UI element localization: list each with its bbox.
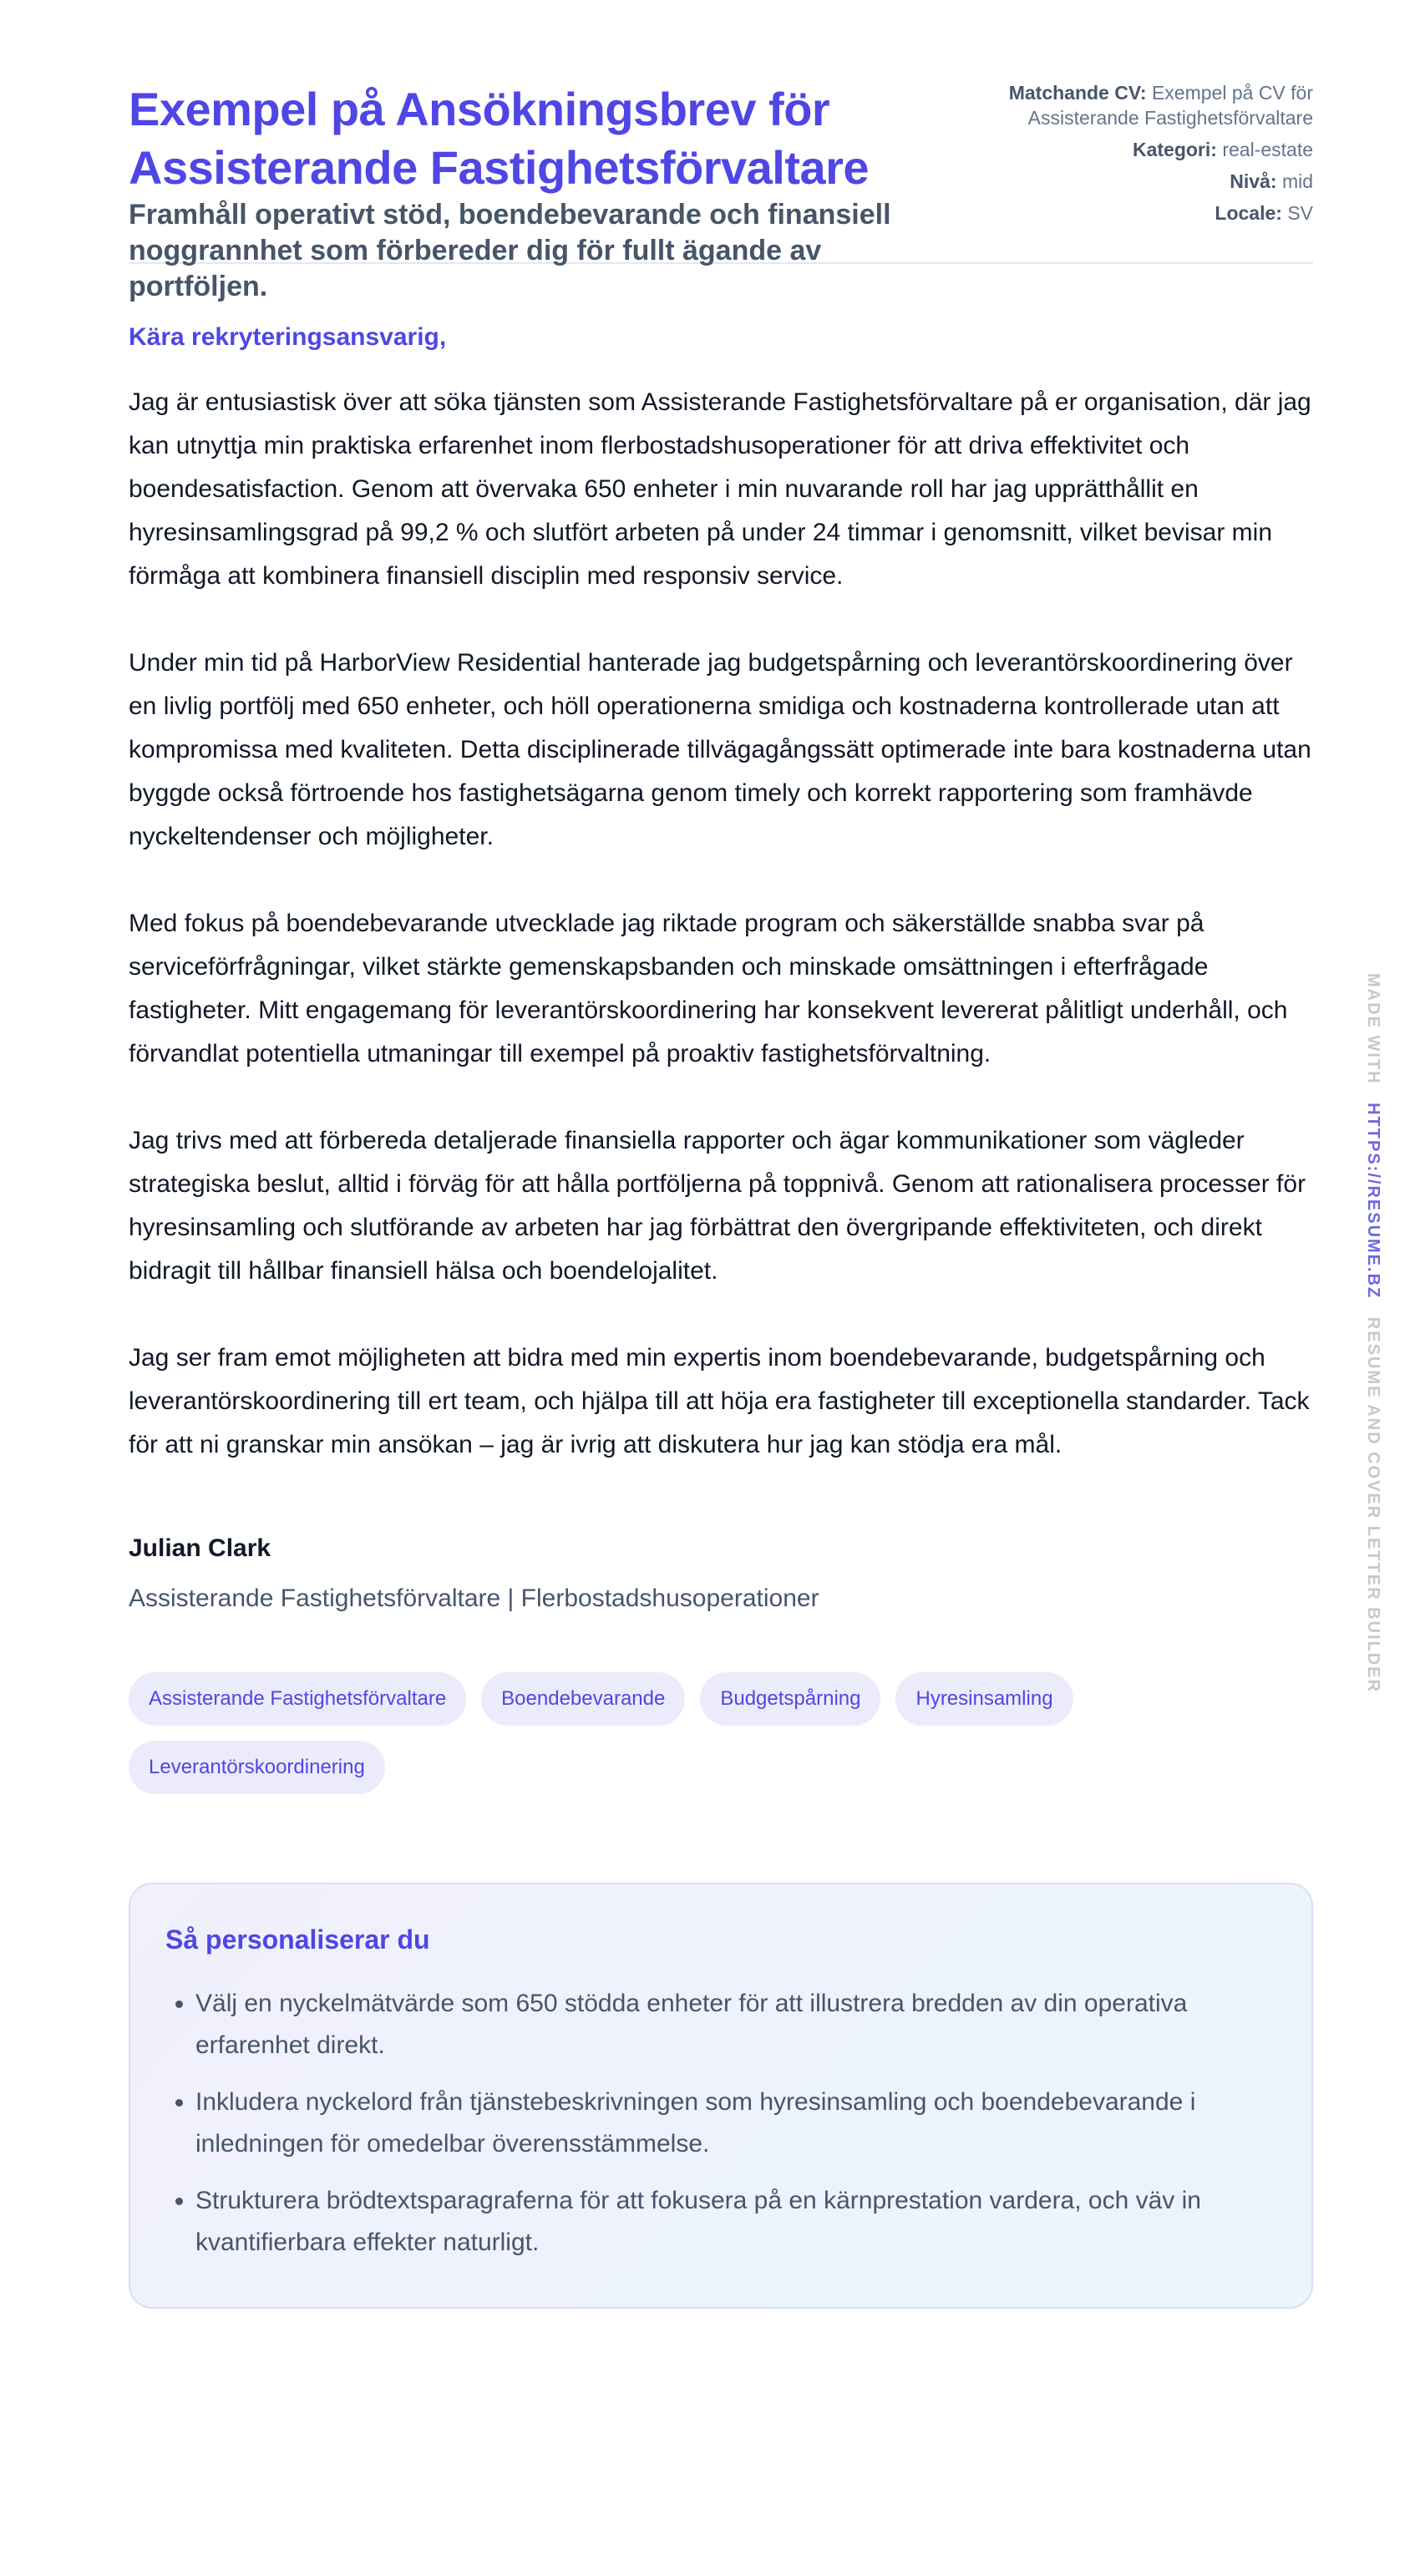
tip-item: • Välj en nyckelmätvärde som 650 stödda enheter för att illustrera bredden av din operativa erfarenhet direkt. [195,1983,1276,2066]
letter-body [129,381,1313,1467]
cover-letter-page [129,0,1313,2309]
watermark-suffix: RESUME AND COVER LETTER BUILDER [1364,1316,1382,1693]
meta-category-label: Kategori: [1132,139,1217,160]
letter-paragraph: Under min tid på HarborView Residential hanterade jag budgetspårning och leverantörskoordinering över en livlig portfölj med 650 enheter, och höll operationerna smidiga och kostnaderna kontrollerade utan att kompromissa med kvaliteten. Detta disciplinerade tillvägagångssätt optimerade inte bara kostnaderna utan byggde också förtroende hos fastighetsägarna genom timely och korrekt rapportering som framhävde nyckeltendenser och möjligheter. [129,649,1311,850]
letter-greeting: Kära rekryteringsansvarig, [129,323,447,351]
letter-paragraph: Med fokus på boendebevarande utvecklade jag riktade program och säkerställde snabba svar på serviceförfrågningar, vilket stärkte gemenskapsbanden och minskade omsättningen i efterfrågade fastigheter. Mitt engagemang för leverantörskoordinering har konsekvent levererat pålitligt underhåll, och förvandlat potentiella utmaningar till exempel på proaktiv fastighetsförvaltning. [129,910,1288,1067]
meta-category [996,137,1313,162]
letter-paragraph: Jag trivs med att förbereda detaljerade finansiella rapporter och ägar kommunikationer som vägleder strategiska beslut, alltid i förväg för att hålla portföljerna på toppnivå. Genom att rationalisera processer för hyresinsamling och slutförande av arbeten har jag förbättrat den övergripande effektiviteten, och direkt bidragit till hållbar finansiell hälsa och boendelojalitet. [129,1127,1306,1285]
letter-paragraph: Jag är entusiastisk över att söka tjänsten som Assisterande Fastighetsförvaltare på er organisation, där jag kan utnyttja min praktiska erfarenhet inom flerbostadshusoperationer för att driva effektivitet och boendesatisfaction. Genom att övervaka 650 enheter i min nuvarande roll har jag upprätthållit en hyresinsamlingsgrad på 99,2 % och slutfört arbeten på under 24 timmar i genomsnitt, vilket bevisar min förmåga att kombinera finansiell disciplin med responsiv service. [129,388,1311,590]
tip-item: • Inkludera nyckelord från tjänstebeskrivningen som hyresinsamling och boendebevarande i inledningen för omedelbar överensstämmelse. [195,2082,1276,2165]
meta-level [996,169,1313,194]
personalization-tips-card [129,1883,1313,2309]
keyword-tag[interactable]: Budgetspårning [700,1672,880,1726]
watermark [1363,973,1382,1693]
keyword-tag[interactable]: Assisterande Fastighetsförvaltare [129,1672,466,1726]
meta-locale-value: SV [1287,202,1313,224]
watermark-prefix: MADE WITH [1364,973,1382,1085]
meta-matching-cv [996,80,1313,130]
letter-paragraph: Jag ser fram emot möjligheten att bidra med min expertis inom boendebevarande, budgetspårning och leverantörskoordinering till ert team, och hjälpa till att höja era fastigheter till exceptionella standarder. Tack för att ni granskar min ansökan – jag är ivrig att diskutera hur jag kan stödja era mål. [129,1344,1310,1458]
keyword-tags [129,1672,1215,1794]
meta-category-value: real-estate [1222,139,1313,160]
tip-item: • Strukturera brödtextsparagraferna för att fokusera på en kärnprestation vardera, och väv in kvantifierbara effekter naturligt. [195,2180,1276,2264]
meta-panel [996,80,1313,232]
watermark-link[interactable]: HTTPS://RESUME.BZ [1364,1103,1382,1300]
meta-locale [996,200,1313,226]
signature-role: Assisterande Fastighetsförvaltare | Flerbostadshusoperationer [129,1585,819,1612]
keyword-tag[interactable]: Boendebevarande [481,1672,685,1726]
keyword-tag[interactable]: Hyresinsamling [895,1672,1073,1726]
meta-level-value: mid [1281,170,1313,192]
meta-level-label: Nivå: [1230,170,1277,192]
tips-list [165,1983,1276,2264]
page-header [129,0,1313,302]
meta-matching-cv-label: Matchande CV: [1008,82,1147,104]
page-subtitle: Framhåll operativt stöd, boendebevarande och finansiell noggrannhet som förbereder dig för fullt ägande av portföljen. [129,199,891,302]
signature-block [129,1532,1313,1615]
page-title: Exempel på Ansökningsbrev för Assisterande Fastighetsförvaltare [129,83,870,194]
meta-locale-label: Locale: [1215,202,1282,224]
keyword-tag[interactable]: Leverantörskoordinering [129,1741,385,1794]
tips-title: Så personaliserar du [165,1924,430,1955]
signature-name: Julian Clark [129,1534,271,1562]
meta-matching-cv-value[interactable]: Exempel på CV för Assisterande Fastighetsförvaltare [1027,82,1313,129]
